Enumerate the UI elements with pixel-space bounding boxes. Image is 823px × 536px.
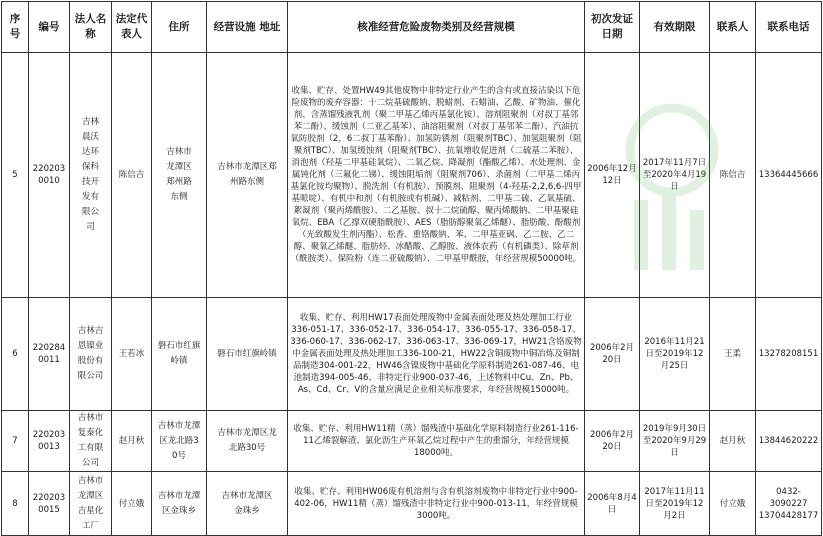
- row-domicile: 吉林市龙潭区金珠乡: [152, 472, 207, 536]
- row-code: 220284 0011: [29, 298, 70, 411]
- table-row: [2, 53, 822, 298]
- row-facility: 吉林市龙潭区龙北路30号: [207, 411, 288, 472]
- col-header-company: 法人名称: [70, 2, 112, 53]
- row-scope: 收集、贮存、利用HW11精（蒸）馏残渣中基础化学原料制造行业261-116-11乙烯裂解渣、氯化沥生产环氧乙烷过程中产生的重馏分，年经营规模18000吨。: [288, 411, 585, 472]
- row-domicile: 磐石市红旗岭镇: [152, 298, 207, 411]
- row-validity: 2017年11月11日至2019年12月2日: [640, 472, 710, 536]
- row-first-date: 2006年12月12日: [585, 53, 640, 298]
- row-first-date: 2006年2月20日: [585, 411, 640, 472]
- row-legal-rep: 付立娥: [112, 472, 152, 536]
- row-scope: 收集、贮存、利用HW17表面处理废物中金属表面处理及热处理加工行业 336-051-17、336-052-17、336-054-17、336-055-17、336-058-17、336-060-17、336-062-17、336-063-17、336-069-17，HW21含铬废物中金属表面处理及热处理加工336-100-21，HW22含铜废物中铜冶炼及铜制品制造304-001-22，HW46含镍废物中基础化学原料制造261-087-46、电池制造394-005-46、非特定行业900-037-46，上述物料中Cu、Zn、Pb、As、Cd、Cr、V的含量应满足企业相关标准要求，年经营规模15000吨。: [288, 298, 585, 411]
- row-company: 吉林晨沃达环保科技开发有限公司: [70, 53, 112, 298]
- row-facility: 吉林市龙潭区金珠乡: [207, 472, 288, 536]
- table-row: [2, 472, 822, 536]
- row-contact: 赵月秋: [710, 411, 756, 472]
- row-scope: 收集、贮存、处置HW49其他废物中非特定行业产生的含有或直接沾染以下危险废物的废弃容器：十二烷基硫酸钠、脱蜡剂、石蜡油、乙酸、矿物油、催化剂、含蒸馏残液乳剂（聚二甲基乙烯丙基氯化铵）、溶剂阻聚剂（对叔丁基邻苯二酚）、缓蚀剂（二亚乙基苯）、油溶阻聚剂（对叔丁基邻苯二酚）、汽油抗氧防胶剂（2，6二叔丁基苯酚）、加氢防锈剂（阻聚剂TBC）、加氢阻聚剂（阻聚剂TBC）、加氢缓蚀剂（阻聚剂TBC）、抗氧增收促进剂（二硫基二苯胺）、消泡剂（羟基二甲基硅氧烷）、二氧乙烷、降凝剂（酯酸乙烯）、水处理剂、金属钝化剂（三氟化二锑）、缓蚀阻垢剂（阻聚剂706）、杀菌剂（二甲基二烯丙基氯化铵均聚物）、脱洗剂（有机胺）、预膜剂、阻聚剂（4-羟基-2,2,6,6-四甲基哌啶）、有机中和剂（有机胺或有机碱）、减粘剂、二甲基二硫、乙氧基硫、絮凝剂（聚丙烯酰胺）、二乙基胺、叔十二烷硫醇、聚丙烯酸钠、二甲基聚硅氧烷、EBA（乙撑双硬脂酰胺）、AES（脂肪醇聚氧乙烯醚）、脂肪酸、酚酸剂（光致酸发生剂丙酯）、松香、重铬酸钠、苯、二甲基亚砜、乙二胺、乙二醇、聚氧乙烯醚、脂肪烃、冰醋酸、乙醇胺、液体农药（有机磷类）、除草剂（酰胺类）、保险粉（连二亚硫酸钠）、二甲基甲酰胺，年经营规模50000吨。: [288, 53, 585, 298]
- row-validity: 2019年9月30日至2020年9月29日: [640, 411, 710, 472]
- row-company: 吉林市复泰化工有限公司: [70, 411, 112, 472]
- row-contact: 陈信吉: [710, 53, 756, 298]
- table-row: [2, 298, 822, 411]
- row-domicile: 吉林市龙潭区郑州路东侧: [152, 53, 207, 298]
- row-code: 220203 0013: [29, 411, 70, 472]
- row-contact: 王柔: [710, 298, 756, 411]
- row-phone: 0432-3090227 13704428177: [756, 472, 822, 536]
- row-seq: 8: [2, 472, 29, 536]
- row-legal-rep: 赵月秋: [112, 411, 152, 472]
- row-code: 220203 0010: [29, 53, 70, 298]
- table-row: [2, 411, 822, 472]
- row-seq: 7: [2, 411, 29, 472]
- row-legal-rep: 王若冰: [112, 298, 152, 411]
- row-seq: 5: [2, 53, 29, 298]
- row-phone: 13364445666: [756, 53, 822, 298]
- col-header-contact: 联系人: [710, 2, 756, 53]
- col-header-seq: 序号: [2, 2, 29, 53]
- col-header-domicile: 住所: [152, 2, 207, 53]
- row-first-date: 2006年2月20日: [585, 298, 640, 411]
- row-validity: 2017年11月7日至2020年4月19日: [640, 53, 710, 298]
- col-header-first-date: 初次发证日期: [585, 2, 640, 53]
- row-company: 吉林市龙潭区吉星化工厂: [70, 472, 112, 536]
- row-company: 吉林吉恩镍业股份有限公司: [70, 298, 112, 411]
- row-legal-rep: 陈信吉: [112, 53, 152, 298]
- row-domicile: 吉林市龙潭区龙北路30号: [152, 411, 207, 472]
- row-facility: 吉林市龙潭区郑州路东侧: [207, 53, 288, 298]
- row-scope: 收集、贮存、利用HW06废有机溶剂与含有机溶剂废物中非特定行业中900-402-06，HW11精（蒸）馏残渣中非特定行业中900-013-11，年经营规模3000吨。: [288, 472, 585, 536]
- col-header-validity: 有效期限: [640, 2, 710, 53]
- col-header-scope: 核准经营危险废物类别及经营规模: [288, 2, 585, 53]
- header-row: [2, 2, 822, 53]
- row-code: 220203 0015: [29, 472, 70, 536]
- row-validity: 2016年11月21日至2019年12月25日: [640, 298, 710, 411]
- row-first-date: 2006年8月4日: [585, 472, 640, 536]
- row-seq: 6: [2, 298, 29, 411]
- col-header-phone: 联系电话: [756, 2, 822, 53]
- row-phone: 13278208151: [756, 298, 822, 411]
- row-facility: 磐石市红旗岭镇: [207, 298, 288, 411]
- col-header-legal-rep: 法定代表人: [112, 2, 152, 53]
- col-header-code: 编号: [29, 2, 70, 53]
- permit-table: [1, 1, 822, 536]
- row-phone: 13844620222: [756, 411, 822, 472]
- col-header-facility: 经营设施 地址: [207, 2, 288, 53]
- row-contact: 付立娥: [710, 472, 756, 536]
